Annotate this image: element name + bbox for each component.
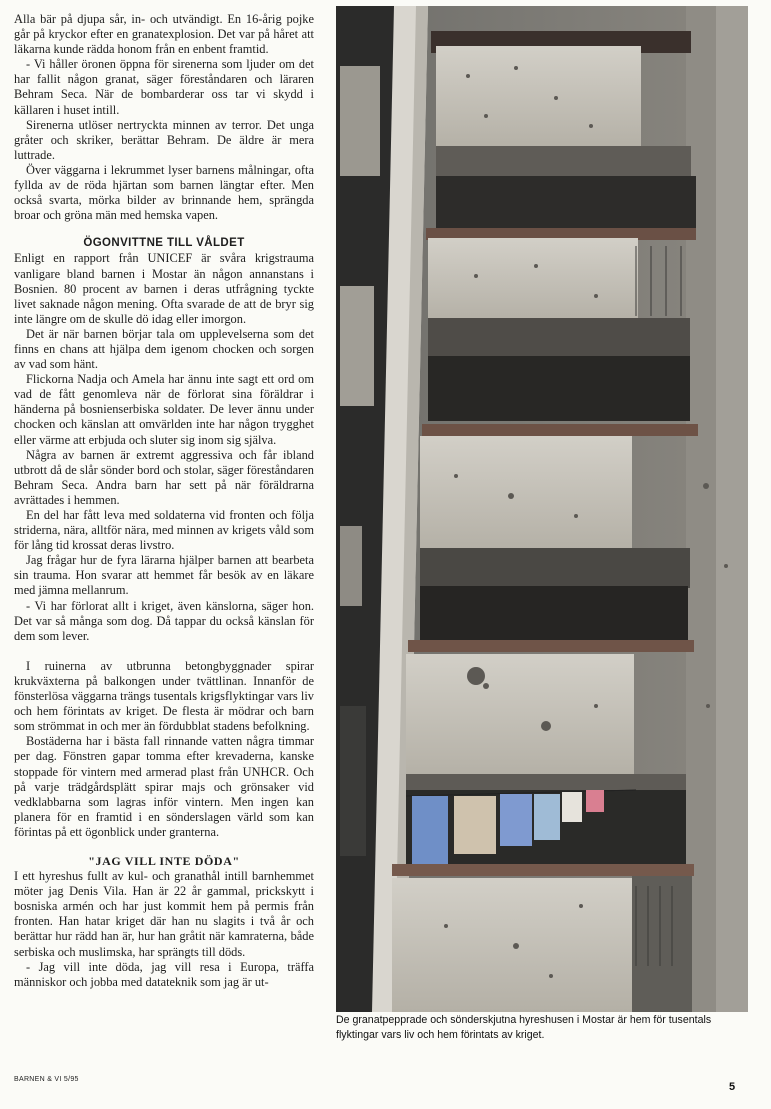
paragraph: Det är när barnen börjar tala om upplevelserna som det finns en chans att hjälpa dem igenom chocken och sorgen av vad som hänt. <box>14 326 314 372</box>
paragraph: Alla bär på djupa sår, in- och utvändigt. En 16-årig pojke går på kryckor efter en granatexplosion. Det var på håret att läkarna kunde rädda honom från en enbent framtid. <box>14 12 314 57</box>
page-number: 5 <box>729 1081 736 1093</box>
paragraph: Enligt en rapport från UNICEF är svåra krigstrauma vanligare bland barnen i Mostar än någon annanstans i Bosnien. 80 procent av barnen i deras utfrågning tyckte livet saknade någon mening. Ofta svarade de att de bryr sig inte längre om de skulle dö idag eller imorgon. <box>14 251 314 326</box>
paragraph: Sirenerna utlöser nertryckta minnen av terror. Det unga gråter och skriker, berättar Behram. De äldre är mera luttrade. <box>14 117 314 162</box>
paragraph: Över väggarna i lekrummet lyser barnens målningar, ofta fyllda av de röda hjärtan som barnen längtar efter. Men också svarta, mörka bilder av brinnande hem, sprängda broar och gröna män med hemska vapen. <box>14 162 314 223</box>
paragraph: I ruinerna av utbrunna betongbyggnader spirar krukväxterna på balkongen under tvättlinan. Innanför de fönsterlösa väggarna trängs tusentals krigsflyktingar vars liv och hem förintats av kriget. De flesta är mödrar och barn som strömmat in och mer än fördubblat stadens befolkning. <box>14 658 314 734</box>
photo-caption: De granatpepprade och sönderskjutna hyreshusen i Mostar är hem för tusentals flyktingar vars liv och hem förintats av kriget. <box>336 1014 712 1041</box>
publication-footer: BARNEN & VI 5/95 <box>14 1076 79 1083</box>
paragraph: - Vi håller öronen öppna för sirenerna som ljuder om det har fallit någon granat, säger föreståndaren och läraren Behram Seca. När de bombarderar oss tar vi skydd i källaren i huset intill. <box>14 57 314 117</box>
building-illustration <box>336 6 748 1012</box>
subheading: ÖGONVITTNE TILL VÅLDET <box>83 237 245 250</box>
paragraph: Jag frågar hur de fyra lärarna hjälper barnen att bearbeta sin trauma. Hon svarar att hemmet får besök av en läkare med jämna mellanrum. <box>14 553 314 598</box>
paragraph: En del har fått leva med soldaterna vid fronten och följa striderna, nära, alltför nära, med minnen av krigets våld som för lång tid krossat deras livstro. <box>14 508 314 553</box>
article-column <box>14 12 314 990</box>
paragraph: Flickorna Nadja och Amela har ännu inte sagt ett ord om vad de fått genomleva när de förlorat sina föräldrar i händerna på bosnienserbiska soldater. De lever ännu under chocken och känslan att omvärlden inte har någon trygghet eller värme att erbjuda och sluter sig inom sig själva. <box>14 372 314 447</box>
paragraph: Bostäderna har i bästa fall rinnande vatten några timmar per dag. Fönstren gapar tomma efter krevaderna, kanske stoppade för vintern med armerad plast från UNHCR. Och på varje trädgårdsplätt spirar majs och grönsaker vid vedklabbarna som lagras inför vintern. Men ingen kan planera för en framtid i en sönderslagen värld som kan förintas på ett ögonblick under granterna. <box>14 734 314 839</box>
paragraph: Några av barnen är extremt aggressiva och får ibland utbrott då de slår sönder bord och stolar, säger föreståndaren Behram Seca. Andra barn har sett på när föräldrarna avrättades i hemmen. <box>14 447 314 507</box>
subheading: "JAG VILL INTE DÖDA" <box>88 853 240 868</box>
building-photo <box>336 6 748 1012</box>
paragraph: - Jag vill inte döda, jag vill resa i Europa, träffa människor och jobba med datateknik som jag är ut- <box>14 959 314 989</box>
paragraph: I ett hyreshus fullt av kul- och granathål intill barnhemmet möter jag Denis Vila. Han är 22 år gammal, prickskytt i bosniska armén och har just kommit hem på permis från fronten. Han hatar kriget där han nu slagits i två år och berättar hur rädd han är, hur han gråtit när kamraterna, både serbiska och muslimska, har sprängts till döds. <box>14 869 314 959</box>
paragraph: - Vi har förlorat allt i kriget, även känslorna, säger hon. Det var så många som dog. Då tappar du också känslan för dem som lever. <box>14 598 314 643</box>
